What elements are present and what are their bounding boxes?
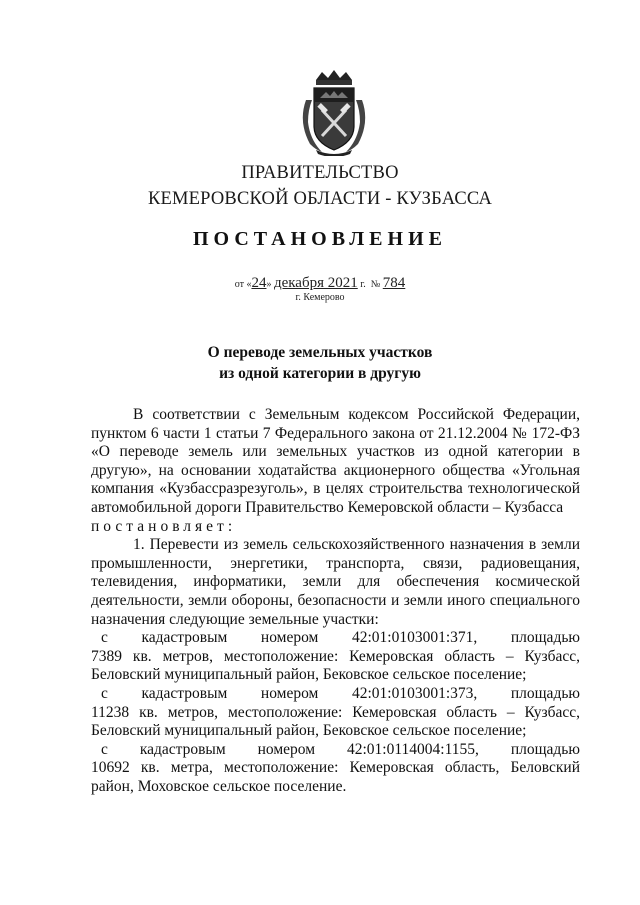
parcel-2-c3: номером: [260, 684, 319, 702]
coat-of-arms-emblem: [296, 70, 372, 156]
parcel-3-details: 10692 кв. метра, местоположение: Кемеровская область, Беловский район, Моховское сельское поселение.: [91, 759, 580, 795]
document-title-line2: из одной категории в другую: [219, 365, 421, 382]
parcel-2-c1: с: [101, 684, 108, 702]
date-year-suffix: г.: [360, 279, 366, 290]
parcel-3-first-line: [91, 741, 580, 760]
parcel-2-c5: площадью: [510, 684, 580, 702]
document-body: [91, 406, 580, 796]
item-1-paragraph: 1. Перевести из земель сельскохозяйственного назначения в земли промышленности, энергетики, транспорта, связи, радиовещания, телевидения, информатики, земли для обеспечения космической деятельности, земли обороны, безопасности и земли иного специального назначения следующие земельные участки:: [91, 536, 580, 628]
parcel-1-cadastral-number: 42:01:0103001:371,: [351, 629, 478, 647]
parcel-2-c2: кадастровым: [141, 684, 228, 702]
city-name: г. Кемерово: [295, 292, 345, 303]
document-type-heading: ПОСТАНОВЛЕНИЕ: [193, 228, 447, 250]
parcel-3-c2: кадастровым: [139, 740, 226, 758]
parcel-3-c3: номером: [257, 740, 316, 758]
parcel-3-c1: с: [101, 740, 108, 758]
parcel-1-c5: площадью: [510, 629, 580, 647]
date-month-year: декабря 2021: [273, 275, 358, 291]
date-prefix: от «: [234, 279, 252, 290]
document-number: 784: [382, 275, 406, 291]
postanovlyaet-word: постановляет:: [91, 517, 237, 535]
date-day: 24: [251, 275, 267, 291]
parcel-2-first-line: [91, 685, 580, 704]
document-title-line1: О переводе земельных участков: [207, 344, 433, 361]
preamble-paragraph: В соответствии с Земельным кодексом Российской Федерации, пунктом 6 части 1 статьи 7 Федерального закона от 21.12.2004 № 172-ФЗ «О переводе земель или земельных участков из одной категории в другую», на основании ходатайства акционерного общества «Угольная компания «Кузбассразрезуголь», в целях строительства технологической автомобильной дороги Правительство Кемеровской области – Кузбасса: [91, 406, 580, 516]
parcel-1-c3: номером: [260, 629, 319, 647]
date-number-line: [0, 275, 640, 292]
parcel-2-cadastral-number: 42:01:0103001:373,: [351, 684, 478, 702]
parcel-2-details: 11238 кв. метров, местоположение: Кемеровская область – Кузбасс, Беловский муниципальный район, Бековское сельское поселение;: [91, 703, 580, 740]
date-quote-close: »: [266, 279, 272, 290]
parcel-3-cadastral-number: 42:01:0114004:1155,: [346, 740, 479, 758]
government-name-line1: ПРАВИТЕЛЬСТВО: [241, 163, 399, 183]
parcel-1-details: 7389 кв. метров, местоположение: Кемеровская область – Кузбасс, Беловский муниципальный район, Бековское сельское поселение;: [91, 647, 580, 684]
number-sign: №: [370, 279, 381, 290]
parcel-1-c1: с: [101, 629, 108, 647]
parcel-3-c5: площадью: [510, 740, 580, 758]
parcel-1-first-line: [91, 629, 580, 648]
government-name-line2: КЕМЕРОВСКОЙ ОБЛАСТИ - КУЗБАССА: [147, 189, 493, 209]
parcel-1-c2: кадастровым: [141, 629, 228, 647]
